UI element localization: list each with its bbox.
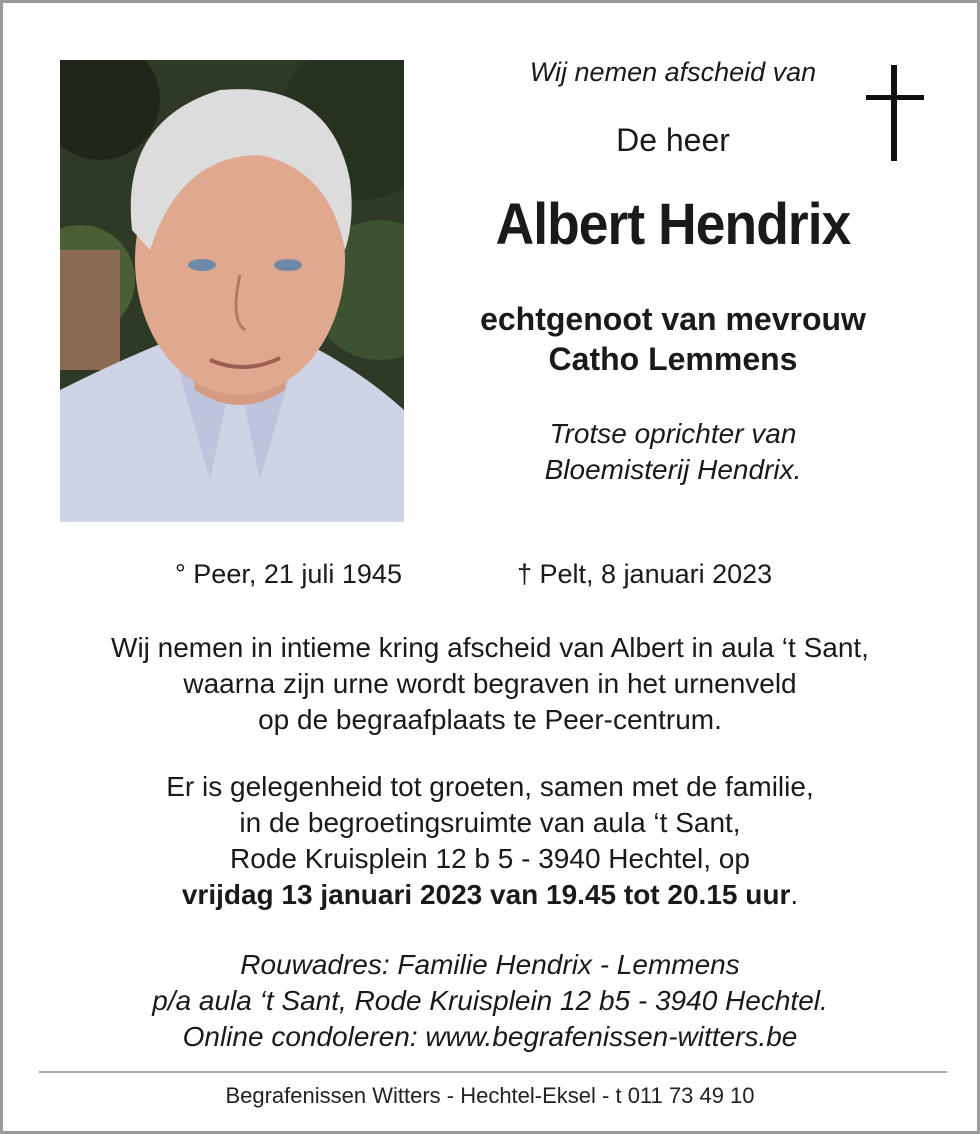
visitation-date-line	[23, 877, 957, 913]
visitation-line-1: Er is gelegenheid tot groeten, samen met de familie,	[166, 771, 814, 802]
ceremony-line-1: Wij nemen in intieme kring afscheid van Albert in aula ‘t Sant,	[111, 632, 869, 663]
title-prefix: De heer	[616, 122, 730, 158]
life-dates	[3, 559, 977, 595]
ceremony-paragraph	[23, 630, 957, 738]
visitation-paragraph	[23, 769, 957, 913]
birth-date: ° Peer, 21 juli 1945	[175, 559, 402, 589]
death-date: † Pelt, 8 januari 2023	[517, 559, 773, 589]
visitation-line-3: Rode Kruisplein 12 b 5 - 3940 Hechtel, op	[230, 843, 750, 874]
ceremony-line-3: op de begraafplaats te Peer-centrum.	[258, 704, 722, 735]
visitation-date-time: vrijdag 13 januari 2023 van 19.45 tot 20.15 uur	[181, 879, 791, 910]
contact-line-2: p/a aula ‘t Sant, Rode Kruisplein 12 b5 - 3940 Hechtel.	[152, 985, 828, 1016]
intro-text: Wij nemen afscheid van	[529, 57, 817, 87]
spouse-line-1: echtgenoot van mevrouw	[480, 301, 866, 337]
visitation-period: .	[790, 879, 799, 910]
visitation-line-2: in de begroetingsruimte van aula ‘t Sant,	[239, 807, 741, 838]
tribute-line-2: Bloemisterij Hendrix.	[544, 454, 802, 485]
footer-divider	[39, 1071, 947, 1073]
ceremony-line-2: waarna zijn urne wordt begraven in het urnenveld	[183, 668, 797, 699]
funeral-home-footer: Begrafenissen Witters - Hechtel-Eksel - t 011 73 49 10	[225, 1083, 755, 1108]
contact-line-3: Online condoleren: www.begrafenissen-witters.be	[182, 1021, 798, 1052]
deceased-name: Albert Hendrix	[495, 192, 851, 257]
spouse-line-2: Catho Lemmens	[548, 341, 798, 377]
spouse-block	[433, 299, 913, 379]
contact-line-1: Rouwadres: Familie Hendrix - Lemmens	[240, 949, 740, 980]
portrait-photo	[60, 60, 404, 522]
contact-paragraph	[23, 947, 957, 1055]
tribute-line-1: Trotse oprichter van	[549, 418, 797, 449]
tribute-block	[433, 416, 913, 488]
